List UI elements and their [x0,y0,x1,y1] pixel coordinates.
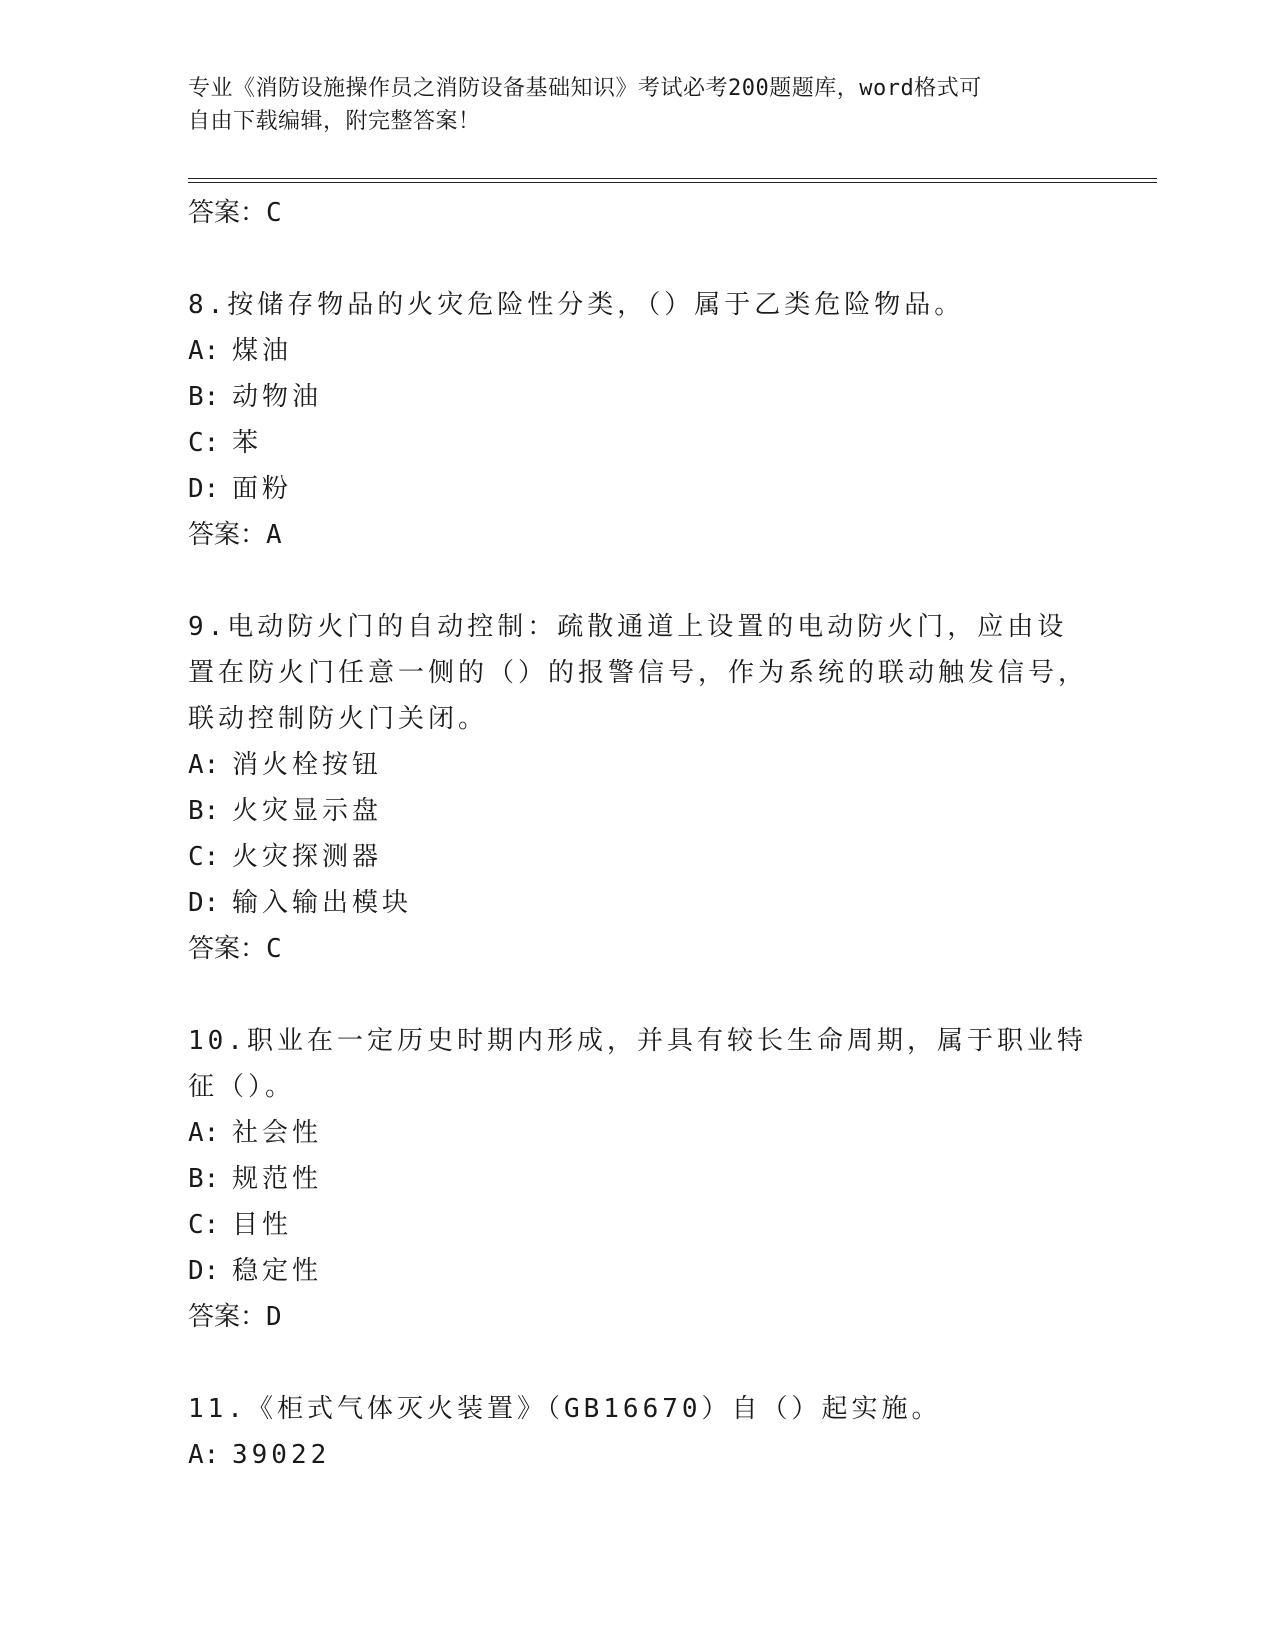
option-letter: D: [188,1256,220,1286]
option-text: 输入输出模块 [232,888,413,918]
question-text: 8.按储存物品的火灾危险性分类，（）属于乙类危险物品。 [188,290,965,320]
option-letter: C: [188,428,220,458]
question-11 [188,1386,1088,1478]
question-10 [188,1018,1088,1340]
option-text: 规范性 [232,1164,323,1194]
option-d [188,466,1088,512]
option-text: 苯 [232,428,263,458]
option-text: 火灾探测器 [232,842,383,872]
option-letter: A: [188,1440,220,1470]
option-c [188,834,1088,880]
answer-line: 答案：C [188,934,282,964]
option-a [188,1110,1088,1156]
header-line-2: 自由下载编辑，附完整答案！ [188,109,481,134]
option-a [188,742,1088,788]
option-text: 消火栓按钮 [232,750,383,780]
option-letter: B: [188,382,220,412]
option-text: 目性 [232,1210,293,1240]
option-text: 动物油 [232,382,323,412]
option-c [188,1202,1088,1248]
question-text: 11.《柜式气体灭火装置》（GB16670）自（）起实施。 [188,1394,942,1424]
option-letter: C: [188,1210,220,1240]
option-text: 稳定性 [232,1256,323,1286]
option-text: 面粉 [232,474,293,504]
question-text: 10.职业在一定历史时期内形成，并具有较长生命周期，属于职业特征（）。 [188,1026,1087,1102]
option-b [188,788,1088,834]
option-letter: A: [188,750,220,780]
option-letter: B: [188,1164,220,1194]
question-text: 9.电动防火门的自动控制：疏散通道上设置的电动防火门，应由设置在防火门任意一侧的（）的报警信号，作为系统的联动触发信号，联动控制防火门关闭。 [188,612,1089,734]
option-letter: C: [188,842,220,872]
option-letter: A: [188,336,220,366]
option-text: 39022 [232,1440,331,1470]
option-letter: B: [188,796,220,826]
option-a [188,328,1088,374]
answer-line: 答案：D [188,1302,282,1332]
option-letter: D: [188,474,220,504]
option-b [188,1156,1088,1202]
document-header [188,72,1068,138]
header-line-1: 专业《消防设施操作员之消防设备基础知识》考试必考200题题库，word格式可 [188,76,982,101]
option-c [188,420,1088,466]
answer-line: 答案：C [188,198,282,228]
option-text: 社会性 [232,1118,323,1148]
header-divider [188,178,1157,183]
option-text: 煤油 [232,336,293,366]
option-letter: A: [188,1118,220,1148]
question-8 [188,282,1088,558]
option-text: 火灾显示盘 [232,796,383,826]
option-b [188,374,1088,420]
option-a [188,1432,1088,1478]
answer-line: 答案：A [188,520,282,550]
question-list [188,190,1088,1478]
option-d [188,1248,1088,1294]
option-d [188,880,1088,926]
question-9 [188,604,1088,972]
option-letter: D: [188,888,220,918]
